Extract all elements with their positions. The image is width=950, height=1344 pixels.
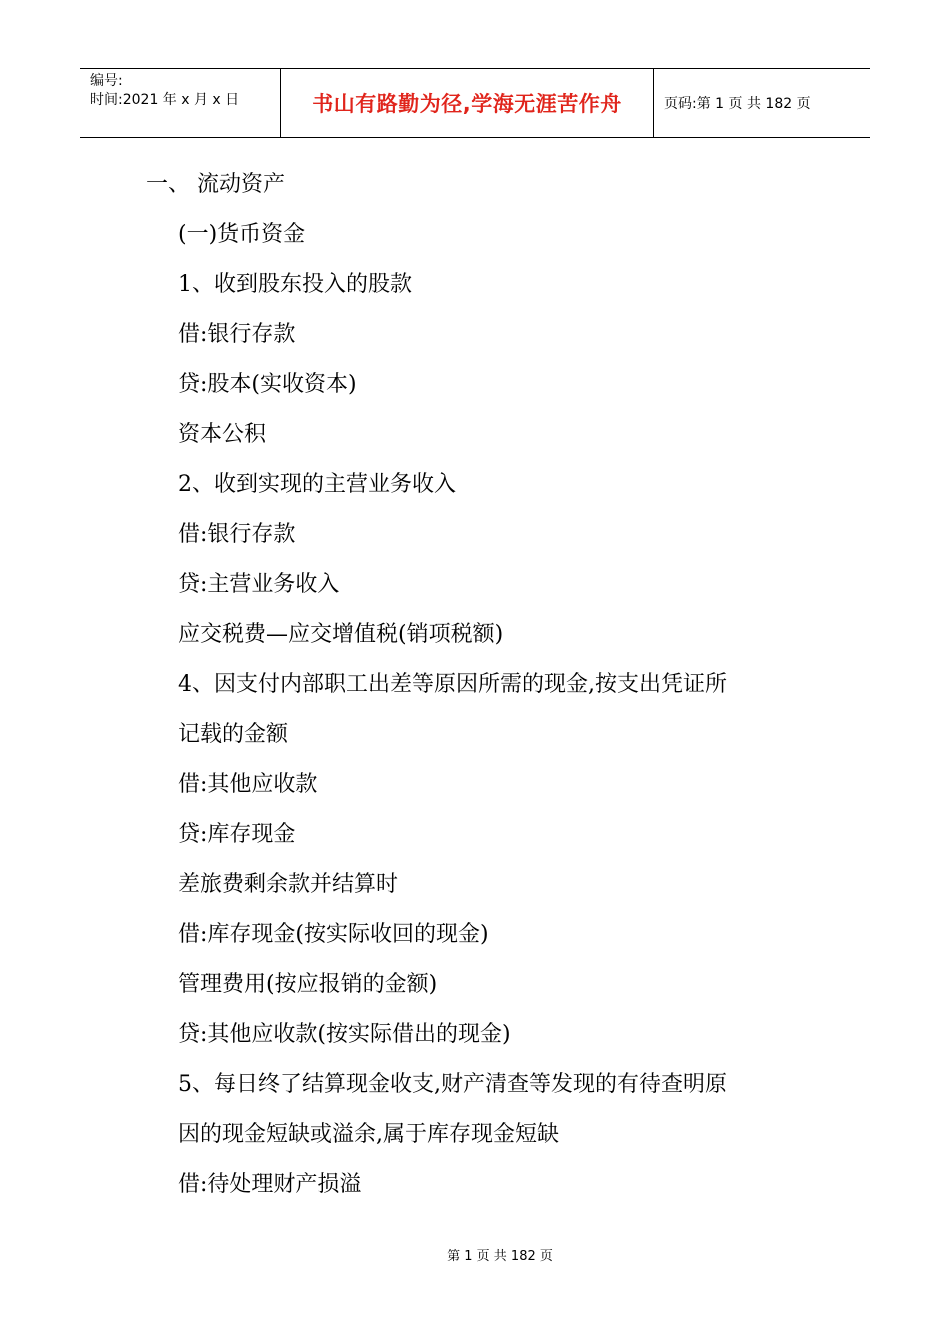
body-line: 管理费用(按应报销的金额) [178,972,438,997]
body-line: 1、收到股东投入的股款 [178,272,412,297]
header-motto: 书山有路勤为径,学海无涯苦作舟 [281,69,654,137]
body-line: 应交税费—应交增值税(销项税额) [178,622,504,647]
body-line: 资本公积 [178,422,267,447]
page-footer: 第 1 页 共 182 页 [447,1249,553,1264]
body-line: 借:其他应收款 [178,772,318,797]
header-meta-cell [80,69,281,137]
section-heading: 一、 流动资产 [146,172,285,197]
header-date-label: 时间:2021 年 x 月 x 日 [90,92,240,108]
body-line: 贷:主营业务收入 [178,572,340,597]
page-header [80,68,870,138]
body-line: 贷:股本(实收资本) [178,372,357,397]
header-number-label: 编号: [90,73,123,89]
body-line: 贷:其他应收款(按实际借出的现金) [178,1022,511,1047]
body-line: 贷:库存现金 [178,822,296,847]
subsection-heading: (一)货币资金 [178,222,306,247]
body-line: 5、每日终了结算现金收支,财产清查等发现的有待查明原 [178,1072,727,1097]
header-page-info: 页码:第 1 页 共 182 页 [664,96,811,112]
body-line: 2、收到实现的主营业务收入 [178,472,456,497]
body-line: 因的现金短缺或溢余,属于库存现金短缺 [178,1122,559,1147]
body-line: 借:银行存款 [178,322,296,347]
body-line: 记载的金额 [178,722,289,747]
body-line: 差旅费剩余款并结算时 [178,872,399,897]
body-line: 借:银行存款 [178,522,296,547]
body-line: 4、因支付内部职工出差等原因所需的现金,按支出凭证所 [178,672,727,697]
body-line: 借:库存现金(按实际收回的现金) [178,922,489,947]
body-line: 借:待处理财产损溢 [178,1172,362,1197]
